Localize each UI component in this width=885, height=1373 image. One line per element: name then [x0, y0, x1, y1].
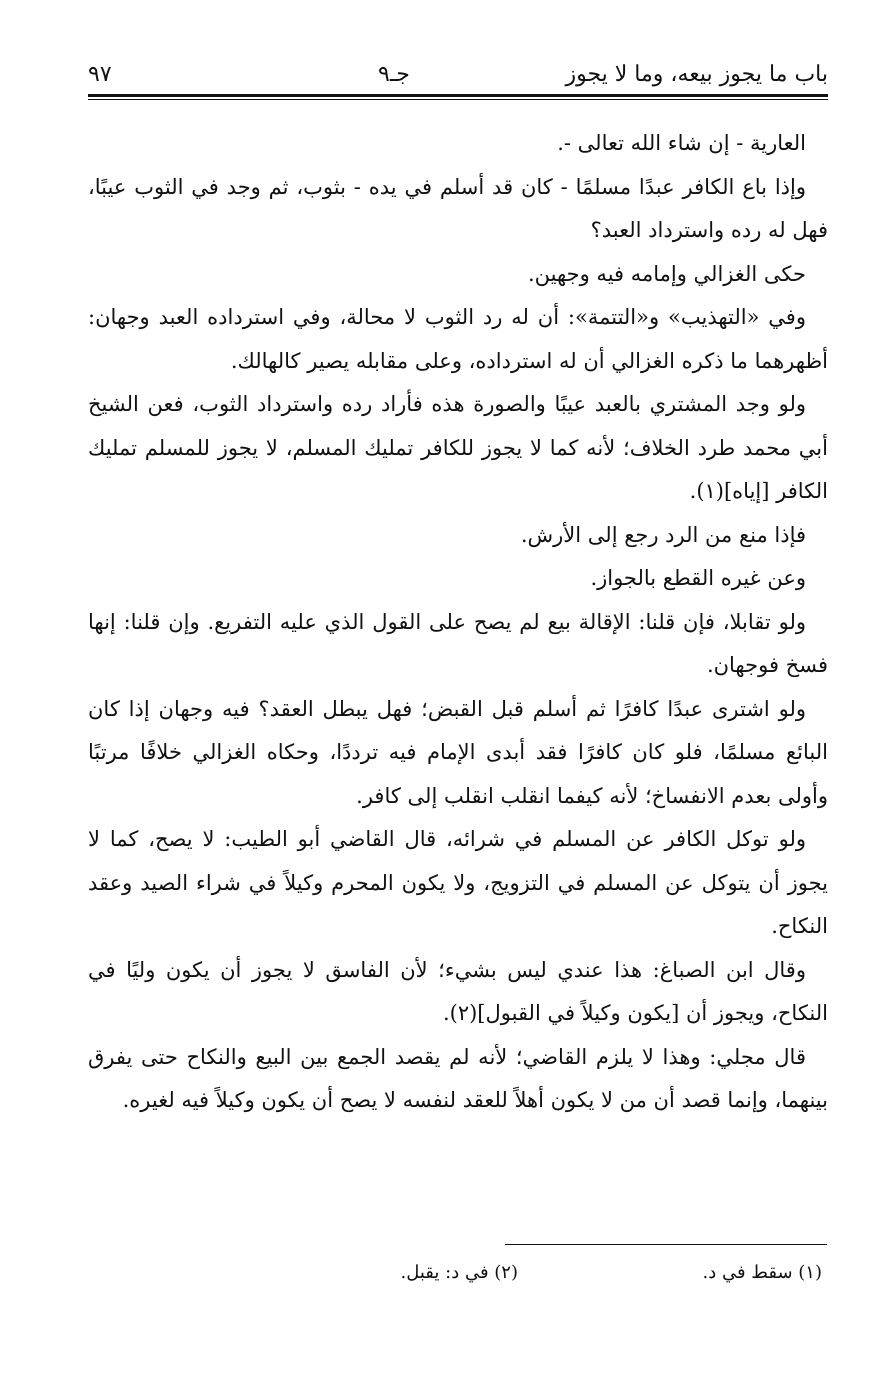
page-header	[88, 58, 828, 94]
paragraph: ولو تقابلا، فإن قلنا: الإقالة بيع لم يصح على القول الذي عليه التفريع. وإن قلنا: إنها فسخ فوجهان.	[88, 609, 828, 677]
footnote-2: (٢) في د: يقبل.	[400, 1262, 518, 1283]
paragraph: العارية - إن شاء الله تعالى -.	[557, 131, 806, 155]
body-text	[88, 122, 828, 1123]
paragraph: وإذا باع الكافر عبدًا مسلمًا - كان قد أسلم في يده - بثوب، ثم وجد في الثوب عيبًا، فهل له رده واسترداد العبد؟	[88, 174, 828, 242]
paragraph: فإذا منع من الرد رجع إلى الأرش.	[520, 522, 806, 547]
volume-number: جـ٩	[378, 62, 410, 87]
running-title: باب ما يجوز بيعه، وما لا يجوز	[565, 62, 828, 87]
paragraph: وفي «التهذيب» و«التتمة»: أن له رد الثوب لا محالة، وفي استرداده العبد وجهان: أظهرهما ما ذكره الغزالي أن له استرداده، وعلى مقابله يصير كالهالك.	[88, 305, 828, 373]
paragraph: قال مجلي: وهذا لا يلزم القاضي؛ لأنه لم يقصد الجمع بين البيع والنكاح حتى يفرق بينهما، وإنما قصد أن من لا يكون أهلاً للعقد لنفسه لا يصح أن يكون وكيلاً فيه لغيره.	[88, 1044, 828, 1112]
paragraph: وقال ابن الصباغ: هذا عندي ليس بشيء؛ لأن الفاسق لا يجوز أن يكون وليًا في النكاح، ويجوز أن [يكون وكيلاً في القبول](٢).	[88, 957, 828, 1025]
page-number: ٩٧	[88, 62, 112, 87]
paragraph: ولو اشترى عبدًا كافرًا ثم أسلم قبل القبض؛ فهل يبطل العقد؟ فيه وجهان إذا كان البائع مسلمًا، فلو كان كافرًا فقد أبدى الإمام فيه ترددًا، وحكاه الغزالي خلافًا مرتبًا وأولى بعدم الانفساخ؛ لأنه كيفما انقلب انقلب إلى كافر.	[88, 696, 828, 808]
footnote-separator	[505, 1244, 827, 1245]
paragraph: ولو وجد المشتري بالعبد عيبًا والصورة هذه فأراد رده واسترداد الثوب، فعن الشيخ أبي محمد طرد الخلاف؛ لأنه كما لا يجوز للكافر تمليك المسلم، لا يجوز للمسلم تمليك الكافر [إياه](١).	[88, 392, 828, 503]
footnotes	[88, 1258, 828, 1292]
header-rule-thin	[88, 99, 828, 100]
paragraph: حكى الغزالي وإمامه فيه وجهين.	[527, 261, 806, 286]
paragraph: وعن غيره القطع بالجواز.	[590, 566, 806, 590]
paragraph: ولو توكل الكافر عن المسلم في شرائه، قال القاضي أبو الطيب: لا يصح، كما لا يجوز أن يتوكل عن المسلم في التزويج، ولا يكون المحرم وكيلاً في شراء الصيد وعقد النكاح.	[88, 827, 828, 938]
footnote-1: (١) سقط في د.	[702, 1262, 822, 1283]
header-rule-thick	[88, 94, 828, 97]
